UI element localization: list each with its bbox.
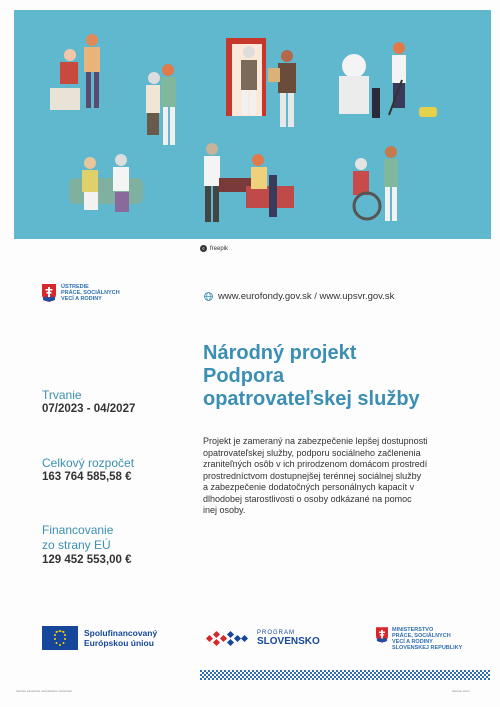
print-footer-right: ▭▭▭ ▭▭	[452, 689, 470, 693]
scene-door-delivery	[226, 38, 296, 127]
slovensko-label: SLOVENSKO	[257, 635, 320, 647]
scene-meal-bedside	[204, 143, 294, 222]
upsvr-line-2: PRÁCE, SOCIÁLNYCH	[61, 290, 120, 296]
title-line-2: Podpora	[203, 365, 285, 387]
website-text[interactable]: www.eurofondy.gov.sk / www.upsvr.gov.sk	[218, 291, 395, 302]
ministry-line-4: SLOVENSKEJ REPUBLIKY	[392, 645, 463, 651]
eu-flag-icon	[42, 626, 78, 650]
eu-funding-label-2: zo strany EÚ	[42, 538, 111, 552]
image-credit	[200, 245, 228, 252]
budget-value: 163 764 585,58 €	[42, 471, 132, 483]
scene-sofa-tea	[69, 154, 143, 212]
program-slovensko-logo	[205, 628, 320, 648]
hero-illustration	[14, 10, 491, 239]
duration-label: Trvanie	[42, 388, 82, 402]
eu-funding-value: 129 452 553,00 €	[42, 554, 132, 566]
eu-funding-label-1: Financovanie	[42, 523, 114, 537]
budget-label: Celkový rozpočet	[42, 456, 135, 470]
caregiving-scenes-illustration	[14, 10, 491, 239]
ministry-line-2: PRÁCE, SOCIÁLNYCH	[392, 633, 451, 639]
scene-wheelchair	[353, 146, 398, 221]
ministry-line-1: MINISTERSTVO	[392, 627, 434, 633]
eu-text-line-1: Spolufinancovaný	[84, 628, 158, 638]
decorative-pattern-stripe	[200, 670, 490, 680]
title-line-3: opatrovateľskej služby	[203, 388, 420, 410]
ministry-logo	[376, 627, 482, 651]
ministry-line-3: VECÍ A RODINY	[392, 639, 433, 645]
print-footer-left: ▭▭▭ ▭▭▭▭ ▭▭▭▭▭ ▭▭▭▭	[16, 689, 72, 693]
scene-walking-helper	[146, 64, 176, 145]
title-line-1: Národný projekt	[203, 342, 357, 364]
website-links	[204, 291, 394, 302]
project-description: Projekt je zameraný na zabezpečenie lepšej dostupnosti opatrovateľskej služby, podporu sociálneho začlenenia zraniteľných osôb v ich prirodzenom domácom prostredí prostredníctvom dostupnejšej terénnej sociálnej služby a zabezpečenie dodatočných personálnych kapacít v dlhodobej starostlivosti o osoby odkázané na pomoc inej osoby.	[203, 436, 428, 515]
upsvr-line-1: ÚSTREDIE	[61, 284, 89, 290]
duration-value: 07/2023 - 04/2027	[42, 403, 136, 415]
copyright-icon: ©	[200, 245, 207, 252]
program-slovensko-mark-icon	[205, 628, 251, 648]
scene-caregiver-helping	[50, 34, 100, 110]
upsvr-logo	[42, 284, 141, 302]
globe-icon	[204, 292, 213, 301]
eu-text-line-2: Európskou úniou	[84, 638, 154, 648]
scene-vacuum-cleaning	[339, 42, 437, 118]
upsvr-line-3: VECÍ A RODINY	[61, 296, 102, 302]
project-title	[203, 342, 420, 411]
credit-text: freepik	[210, 245, 229, 252]
ministry-coat-of-arms-icon	[376, 627, 388, 643]
slovak-coat-of-arms-icon	[42, 284, 56, 302]
eu-cofunded-logo	[42, 626, 157, 650]
program-label: PROGRAM	[257, 629, 296, 636]
